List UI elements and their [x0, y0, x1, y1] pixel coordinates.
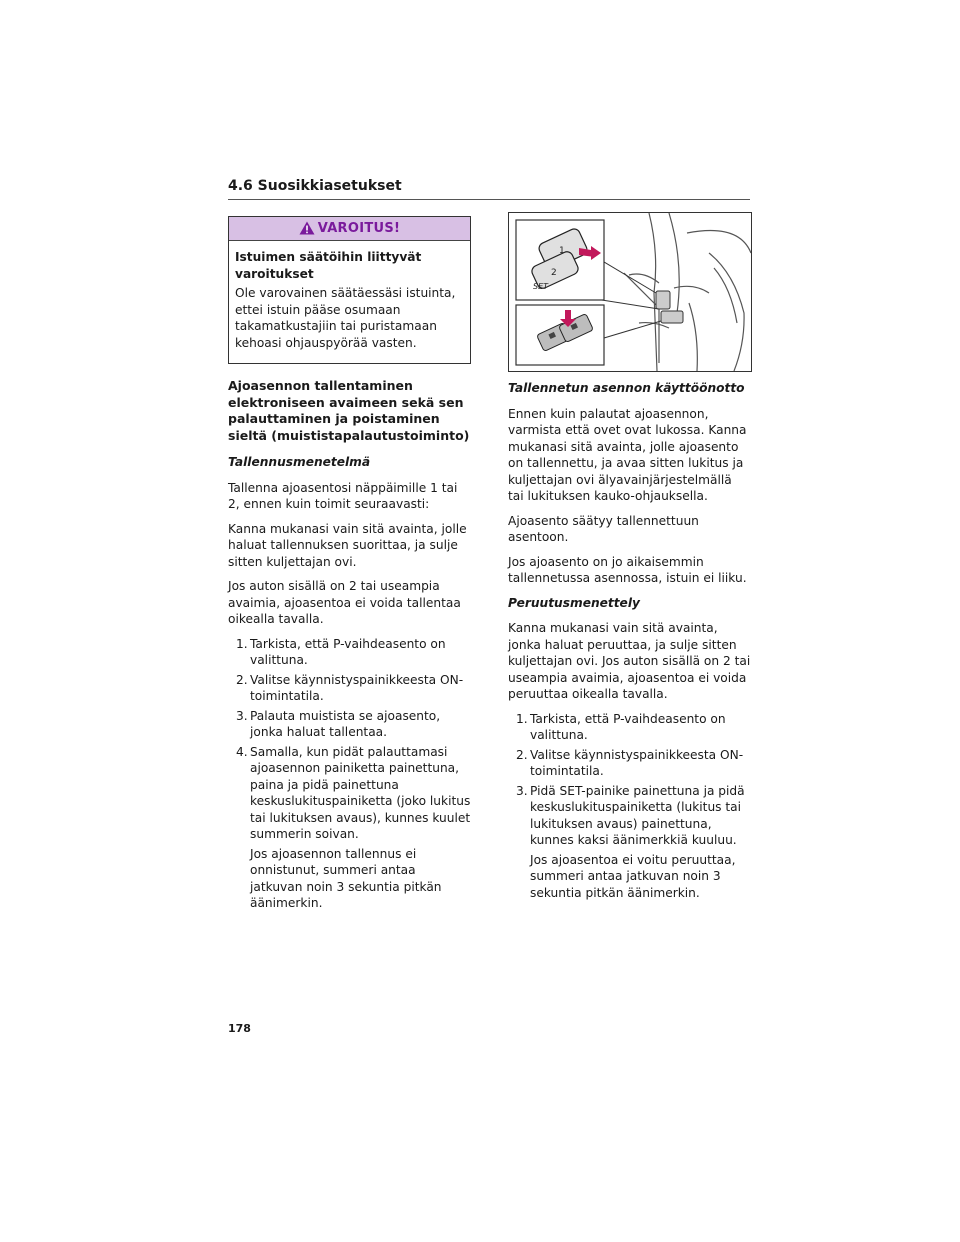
step-text: Samalla, kun pidät palauttamasi ajoasennon painiketta painettuna, paina ja pidä painettuna keskuslukituspainiketta (joko lukitus tai lukituksen avaus), kunnes kuulet summerin soivan.	[250, 744, 471, 841]
step-text: Valitse käynnistyspainikkeesta ON-toimintatila.	[250, 672, 464, 703]
step-note: Jos ajoasennon tallennus ei onnistunut, summeri antaa jatkuvan noin 3 sekuntia pitkän äänimerkin.	[250, 846, 442, 910]
page-number: 178	[228, 1022, 251, 1035]
step-number: 1.	[516, 711, 528, 726]
warning-body	[229, 241, 470, 363]
paragraph: Jos auton sisällä on 2 tai useampia avaimia, ajoasentoa ei voida tallentaa oikealla tavalla.	[228, 579, 461, 626]
warning-text: Ole varovainen säätäessäsi istuinta, ettei istuin pääse osumaan takamatkustajiin tai puristamaan kehoasi ohjauspyörää vasten.	[235, 286, 456, 350]
button-2-label: 2	[551, 268, 557, 278]
warning-title: VAROITUS!	[317, 221, 401, 236]
step-text: Tarkista, että P-vaihdeasento on valittuna.	[250, 636, 446, 667]
lock-buttons-inset	[516, 305, 604, 365]
step-text-container	[530, 783, 751, 902]
paragraph: Kanna mukanasi vain sitä avainta, jonka haluat peruuttaa, ja sulje sitten kuljettajan ovi. Jos auton sisällä on 2 tai useampia avaimia, ajoasentoa ei voida peruuttaa oikealla tavalla.	[508, 621, 751, 701]
paragraph: Jos ajoasento on jo aikaisemmin tallennetussa asennossa, istuin ei liiku.	[508, 554, 747, 585]
step-text: Valitse käynnistyspainikkeesta ON-toimintatila.	[530, 747, 744, 778]
step-text: Palauta muistista se ajoasento, jonka haluat tallentaa.	[250, 708, 441, 739]
subheading-save-method: Tallennusmenetelmä	[228, 455, 371, 469]
subheading-recall: Tallennetun asennon käyttöönotto	[508, 381, 745, 395]
warning-box	[228, 216, 471, 364]
illustration-svg	[509, 213, 751, 371]
step-number: 2.	[516, 747, 528, 762]
subheading-cancel: Peruutusmenettely	[508, 595, 640, 610]
section-divider	[228, 199, 750, 200]
list-item	[516, 711, 751, 744]
seat-memory-illustration	[508, 212, 752, 372]
step-number: 3.	[516, 783, 528, 798]
paragraph: Tallenna ajoasentosi näppäimille 1 tai 2, ennen kuin toimit seuraavasti:	[228, 480, 458, 511]
paragraph: Ennen kuin palautat ajoasennon, varmista että ovet ovat lukossa. Kanna mukanasi sitä avainta, jolle ajoasento on tallennettu, ja avaa sitten lukitus ja kuljettajan ovi älyavainjärjestelmällä tai lukituksen kauko-ohjauksella.	[508, 406, 747, 503]
save-steps-list	[236, 636, 471, 912]
set-button-label: SET	[533, 282, 549, 291]
list-item	[236, 708, 471, 741]
list-item	[236, 744, 471, 912]
warning-triangle-icon	[299, 221, 315, 235]
cancel-steps-list	[516, 711, 751, 902]
section-title: 4.6 Suosikkiasetukset	[228, 178, 402, 194]
paragraph: Kanna mukanasi vain sitä avainta, jolle haluat tallennuksen suorittaa, ja sulje sitten kuljettajan ovi.	[228, 521, 467, 569]
left-column	[228, 216, 471, 915]
button-1-label: 1	[559, 246, 565, 256]
list-item	[236, 636, 471, 669]
step-number: 1.	[236, 636, 248, 651]
step-note: Jos ajoasentoa ei voitu peruuttaa, summeri antaa jatkuvan noin 3 sekuntia pitkän äänimerkin.	[530, 852, 736, 900]
step-text: Tarkista, että P-vaihdeasento on valittuna.	[530, 711, 726, 742]
warning-title-bar	[229, 217, 470, 241]
step-text: Pidä SET-painike painettuna ja pidä keskuslukituspainiketta (lukitus tai lukituksen avaus) painettuna, kunnes kaksi äänimerkkiä kuuluu.	[530, 783, 745, 847]
right-column	[508, 380, 751, 904]
memory-buttons-inset	[516, 220, 604, 300]
step-number: 3.	[236, 708, 248, 723]
step-text-container	[250, 744, 471, 912]
list-item	[516, 747, 751, 780]
warning-subtitle: Istuimen säätöihin liittyvät varoitukset	[235, 250, 422, 281]
list-item	[516, 783, 751, 902]
list-item	[236, 672, 471, 705]
section-heading: Ajoasennon tallentaminen elektroniseen avaimeen sekä sen palauttaminen ja poistaminen sieltä (muististapalautustoiminto)	[228, 378, 470, 443]
paragraph: Ajoasento säätyy tallennettuun asentoon.	[508, 513, 699, 544]
step-number: 4.	[236, 744, 248, 759]
step-number: 2.	[236, 672, 248, 687]
